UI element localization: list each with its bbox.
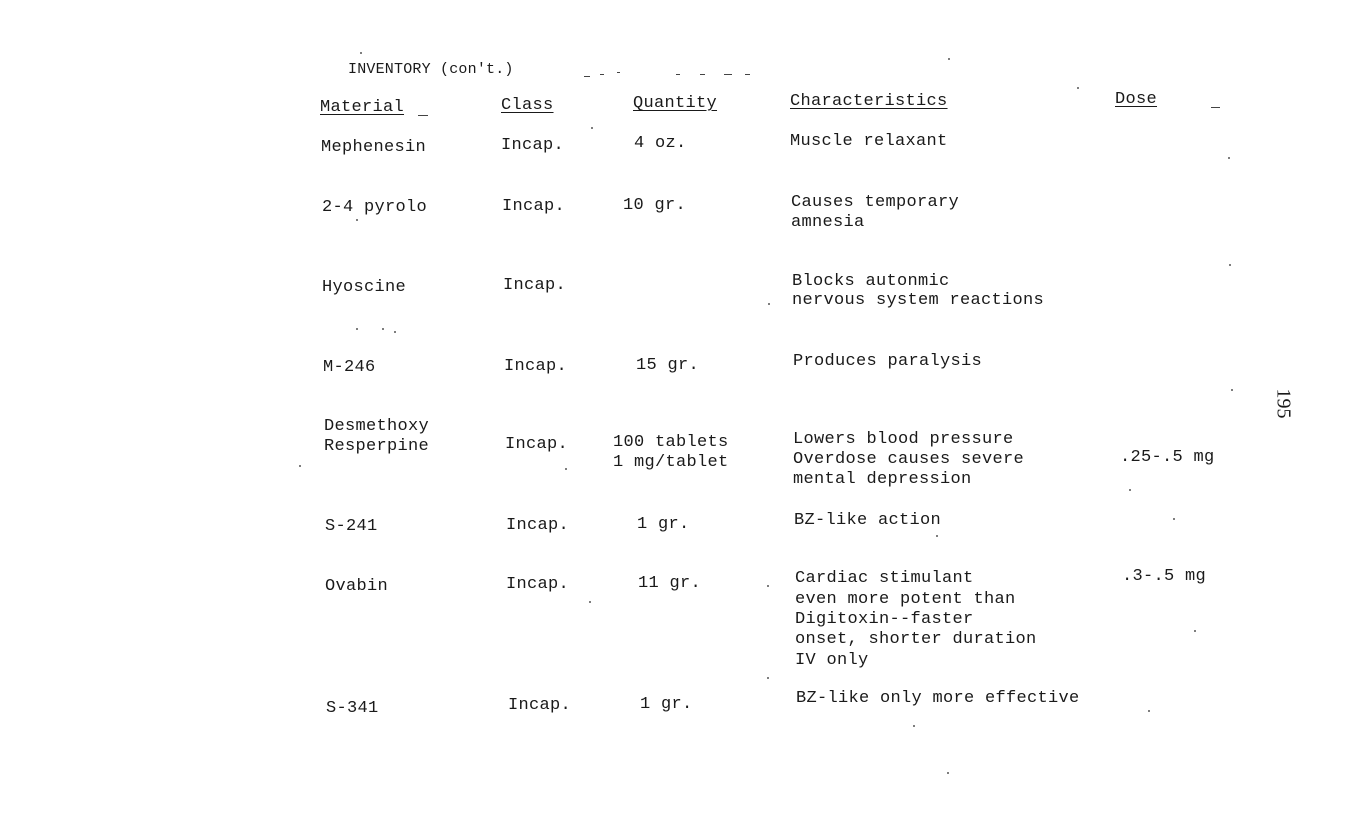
cell-class: Incap.: [506, 516, 570, 535]
cell-dose: .25-.5 mg: [1120, 448, 1215, 467]
cell-characteristics: Blocks autonmic: [792, 272, 950, 291]
page-number: 195: [1272, 388, 1295, 419]
cell-quantity: 1 mg/tablet: [613, 453, 729, 472]
cell-characteristics: BZ-like action: [794, 511, 942, 530]
cell-material: Desmethoxy: [324, 417, 430, 436]
cell-class: Incap.: [505, 435, 569, 454]
header-characteristics: Characteristics: [790, 92, 948, 111]
cell-material: Resperpine: [324, 437, 430, 456]
cell-class: Incap.: [501, 136, 565, 155]
cell-material: 2-4 pyrolo: [322, 198, 428, 217]
cell-characteristics: Muscle relaxant: [790, 132, 948, 151]
cell-characteristics: BZ-like only more effective: [796, 689, 1080, 708]
cell-characteristics: Overdose causes severe: [793, 450, 1025, 469]
cell-characteristics: Lowers blood pressure: [793, 430, 1014, 449]
cell-material: S-341: [326, 699, 379, 718]
cell-characteristics: Produces paralysis: [793, 352, 983, 371]
cell-characteristics: IV only: [795, 651, 869, 670]
cell-characteristics: even more potent than: [795, 590, 1016, 609]
cell-class: Incap.: [506, 575, 570, 594]
header-class: Class: [501, 96, 554, 115]
cell-quantity: 1 gr.: [637, 515, 690, 534]
cell-class: Incap.: [504, 357, 568, 376]
cell-characteristics: amnesia: [791, 213, 865, 232]
cell-material: Ovabin: [325, 577, 389, 596]
cell-quantity: 15 gr.: [636, 356, 700, 375]
cell-material: Hyoscine: [322, 278, 407, 297]
page-title: INVENTORY (con't.): [348, 61, 514, 78]
cell-quantity: 1 gr.: [640, 695, 693, 714]
cell-material: M-246: [323, 358, 376, 377]
cell-class: Incap.: [508, 696, 572, 715]
cell-characteristics: mental depression: [793, 470, 972, 489]
cell-class: Incap.: [503, 276, 567, 295]
cell-dose: .3-.5 mg: [1122, 567, 1207, 586]
cell-characteristics: Digitoxin--faster: [795, 610, 974, 629]
cell-material: Mephenesin: [321, 138, 427, 157]
cell-characteristics: Causes temporary: [791, 193, 960, 212]
cell-quantity: 10 gr.: [623, 196, 687, 215]
cell-characteristics: nervous system reactions: [792, 291, 1045, 310]
header-dose: Dose: [1115, 90, 1158, 109]
cell-characteristics: onset, shorter duration: [795, 630, 1037, 649]
cell-quantity: 11 gr.: [638, 574, 702, 593]
cell-class: Incap.: [502, 197, 566, 216]
cell-material: S-241: [325, 517, 378, 536]
cell-quantity: 100 tablets: [613, 433, 729, 452]
header-quantity: Quantity: [633, 94, 718, 113]
header-material: Material: [320, 98, 405, 117]
cell-quantity: 4 oz.: [634, 134, 687, 153]
cell-characteristics: Cardiac stimulant: [795, 569, 974, 588]
